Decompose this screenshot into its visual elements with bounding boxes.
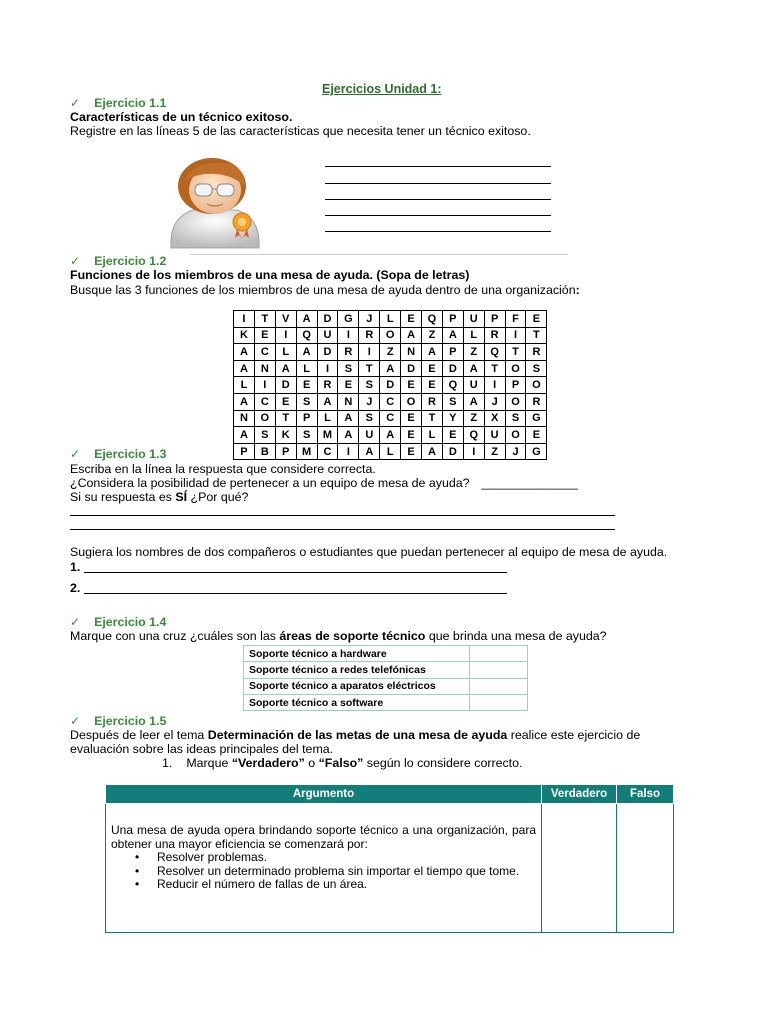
word-search-row — [234, 377, 547, 394]
word-search-cell[interactable]: B — [254, 443, 275, 460]
mark-falso: “Falso” — [318, 756, 364, 770]
word-search-cell[interactable]: M — [317, 427, 338, 444]
word-search-cell[interactable]: R — [526, 344, 547, 361]
word-search-cell[interactable]: R — [422, 393, 443, 410]
word-search-cell[interactable]: U — [463, 311, 484, 328]
word-search-cell[interactable]: L — [275, 344, 296, 361]
divider — [190, 254, 568, 255]
page-title: Ejercicios Unidad 1: — [322, 82, 442, 96]
word-search-cell[interactable]: J — [359, 393, 380, 410]
word-search-cell[interactable]: Z — [463, 344, 484, 361]
word-search-cell[interactable]: U — [359, 427, 380, 444]
word-search-row — [234, 311, 547, 328]
table-row — [106, 804, 674, 933]
word-search-cell[interactable]: I — [254, 377, 275, 394]
word-search-cell[interactable]: L — [380, 443, 401, 460]
support-option-label: Soporte técnico a software — [244, 694, 470, 710]
support-option-checkbox[interactable] — [470, 662, 528, 678]
list-item: • Resolver un determinado problema sin importar el tiempo que tome. — [157, 865, 536, 879]
instruction-colon: : — [575, 283, 580, 297]
word-search-cell[interactable]: D — [442, 360, 463, 377]
word-search-cell[interactable]: T — [484, 360, 505, 377]
word-search-cell[interactable]: N — [338, 393, 359, 410]
word-search-cell[interactable]: R — [484, 327, 505, 344]
word-search-cell[interactable]: Y — [442, 410, 463, 427]
word-search-cell[interactable]: A — [380, 360, 401, 377]
word-search-cell[interactable]: C — [254, 344, 275, 361]
column-header-verdadero: Verdadero — [542, 785, 617, 804]
name-2-line[interactable] — [84, 593, 507, 594]
word-search-cell[interactable]: E — [442, 427, 463, 444]
word-search-cell[interactable]: A — [380, 427, 401, 444]
word-search-cell[interactable]: R — [359, 327, 380, 344]
mark-post: según lo considere correcto. — [363, 756, 523, 770]
support-option-checkbox[interactable] — [470, 646, 528, 662]
mark-pre: Marque — [186, 756, 232, 770]
exercise-1-4-instruction — [70, 629, 607, 643]
word-search-cell[interactable]: I — [463, 443, 484, 460]
answer-line[interactable] — [325, 166, 551, 167]
word-search-cell[interactable]: I — [234, 311, 255, 328]
word-search-cell[interactable]: A — [234, 427, 255, 444]
word-search-cell[interactable]: S — [254, 427, 275, 444]
word-search-cell[interactable]: T — [275, 410, 296, 427]
word-search-row — [234, 410, 547, 427]
word-search-cell[interactable]: O — [526, 377, 547, 394]
word-search-cell[interactable]: J — [484, 393, 505, 410]
exercise-1-5-label: Ejercicio 1.5 — [94, 714, 167, 728]
word-search-cell[interactable]: E — [254, 327, 275, 344]
word-search-cell[interactable]: A — [401, 327, 422, 344]
answer-line[interactable] — [325, 199, 551, 200]
exercise-1-4-label: Ejercicio 1.4 — [94, 615, 167, 629]
word-search-cell[interactable]: M — [296, 443, 317, 460]
word-search-cell[interactable]: J — [505, 443, 526, 460]
table-row — [244, 694, 528, 710]
word-search-cell[interactable]: I — [275, 327, 296, 344]
word-search-cell[interactable]: L — [463, 327, 484, 344]
name-1-line[interactable] — [84, 572, 507, 573]
word-search-cell[interactable]: D — [401, 360, 422, 377]
exercise-1-2-subtitle: Funciones de los miembros de una mesa de ayuda. (Sopa de letras) — [70, 268, 470, 282]
word-search-cell[interactable]: K — [234, 327, 255, 344]
exercise-1-2-heading — [70, 254, 166, 268]
word-search-cell[interactable]: I — [505, 327, 526, 344]
word-search-cell[interactable]: A — [359, 443, 380, 460]
word-search-cell[interactable]: S — [505, 410, 526, 427]
word-search-cell[interactable]: T — [422, 410, 443, 427]
word-search-cell[interactable]: A — [338, 410, 359, 427]
word-search-cell[interactable]: A — [463, 393, 484, 410]
word-search-cell[interactable]: Q — [463, 427, 484, 444]
word-search-cell[interactable]: A — [275, 360, 296, 377]
word-search-cell[interactable]: A — [442, 327, 463, 344]
support-option-checkbox[interactable] — [470, 678, 528, 694]
instruction-bold: áreas de soporte técnico — [279, 629, 426, 643]
list-item: • Resolver problemas. — [157, 851, 536, 865]
support-option-checkbox[interactable] — [470, 694, 528, 710]
word-search-cell[interactable]: F — [505, 311, 526, 328]
word-search-row — [234, 344, 547, 361]
name-1-number: 1. — [70, 560, 81, 574]
word-search-cell[interactable]: P — [442, 311, 463, 328]
exercise-1-3-question — [70, 476, 578, 490]
word-search-cell[interactable]: E — [422, 360, 443, 377]
word-search-cell[interactable]: S — [338, 360, 359, 377]
support-option-label: Soporte técnico a hardware — [244, 646, 470, 662]
word-search-row — [234, 427, 547, 444]
answer-line[interactable] — [325, 231, 551, 232]
word-search-cell[interactable]: Q — [422, 311, 443, 328]
instruction-text: Busque las 3 funciones de los miembros de una mesa de ayuda dentro de una organización — [70, 283, 576, 297]
why-text: ¿Por qué? — [187, 490, 249, 504]
support-option-label: Soporte técnico a aparatos eléctricos — [244, 678, 470, 694]
exercise-1-3-heading — [70, 447, 166, 461]
word-search-cell[interactable]: O — [254, 410, 275, 427]
exercise-1-2-label: Ejercicio 1.2 — [94, 254, 167, 268]
intro-pre: Después de leer el tema — [70, 728, 208, 742]
column-header-argumento: Argumento — [106, 785, 542, 804]
word-search-cell[interactable]: S — [526, 360, 547, 377]
exercise-1-3-suggest: Sugiera los nombres de dos compañeros o estudiantes que puedan pertenecer al equipo de mesa de ayuda. — [70, 545, 668, 559]
question-text: ¿Considera la posibilidad de pertenecer a un equipo de mesa de ayuda? — [70, 476, 470, 490]
word-search-cell[interactable]: T — [359, 360, 380, 377]
word-search-row — [234, 327, 547, 344]
name-2-number: 2. — [70, 581, 81, 595]
checkmark-icon: ✓ — [70, 447, 81, 461]
word-search-cell[interactable]: L — [234, 377, 255, 394]
answer-line[interactable] — [325, 183, 551, 184]
word-search-cell[interactable]: L — [296, 360, 317, 377]
argument-statement: Una mesa de ayuda opera brindando soporte técnico a una organización, para obtener una mayor eficiencia se comenzará por: — [111, 823, 536, 851]
word-search-grid — [233, 310, 547, 460]
word-search-cell[interactable]: S — [359, 410, 380, 427]
exercise-1-3-line1: Escriba en la línea la respuesta que considere correcta. — [70, 462, 376, 476]
exercise-1-1-label: Ejercicio 1.1 — [94, 96, 167, 110]
word-search-cell[interactable]: S — [359, 377, 380, 394]
word-search-cell[interactable]: L — [422, 427, 443, 444]
word-search-cell[interactable]: U — [463, 377, 484, 394]
word-search-cell[interactable]: D — [317, 344, 338, 361]
exercise-1-5-intro-line2: evaluación sobre las ideas principales del tema. — [70, 742, 334, 756]
word-search-cell[interactable]: G — [526, 410, 547, 427]
answer-line[interactable] — [70, 515, 615, 516]
word-search-cell[interactable]: O — [505, 427, 526, 444]
column-header-falso: Falso — [617, 785, 674, 804]
word-search-cell[interactable]: P — [234, 443, 255, 460]
exercise-1-5-instruction — [162, 756, 522, 770]
word-search-cell[interactable]: I — [338, 327, 359, 344]
word-search-cell[interactable]: C — [317, 443, 338, 460]
word-search-cell[interactable]: L — [380, 311, 401, 328]
word-search-cell[interactable]: P — [505, 377, 526, 394]
word-search-cell[interactable]: E — [422, 377, 443, 394]
word-search-cell[interactable]: Q — [484, 344, 505, 361]
word-search-cell[interactable]: A — [296, 344, 317, 361]
checkmark-icon: ✓ — [70, 615, 81, 629]
list-number: 1. — [162, 756, 173, 770]
word-search-cell[interactable]: A — [422, 344, 443, 361]
word-search-cell[interactable]: L — [317, 410, 338, 427]
falso-answer-cell[interactable] — [617, 804, 674, 933]
word-search-cell[interactable]: Z — [463, 410, 484, 427]
list-item: • Reducir el número de fallas de un área. — [157, 878, 536, 892]
word-search-cell[interactable]: D — [442, 443, 463, 460]
word-search-cell[interactable]: C — [254, 393, 275, 410]
word-search-cell[interactable]: A — [317, 393, 338, 410]
argument-cell — [106, 804, 542, 933]
word-search-cell[interactable]: A — [463, 360, 484, 377]
word-search-cell[interactable]: U — [484, 427, 505, 444]
exercise-1-5-heading — [70, 714, 166, 728]
word-search-cell[interactable]: R — [338, 344, 359, 361]
word-search-cell[interactable]: E — [275, 393, 296, 410]
argument-bullets — [111, 851, 536, 892]
word-search-cell[interactable]: Z — [422, 327, 443, 344]
word-search-cell[interactable]: T — [254, 311, 275, 328]
word-search-cell[interactable]: S — [296, 393, 317, 410]
word-search-cell[interactable]: A — [422, 443, 443, 460]
word-search-cell[interactable]: E — [338, 377, 359, 394]
word-search-row — [234, 360, 547, 377]
word-search-cell[interactable]: P — [275, 443, 296, 460]
support-option-label: Soporte técnico a redes telefónicas — [244, 662, 470, 678]
word-search-cell[interactable]: Q — [442, 377, 463, 394]
word-search-cell[interactable]: U — [317, 327, 338, 344]
instruction-pre: Marque con una cruz ¿cuáles son las — [70, 629, 280, 643]
if-yes-text: Si su respuesta es — [70, 490, 176, 504]
word-search-cell[interactable]: N — [234, 410, 255, 427]
word-search-cell[interactable]: O — [380, 327, 401, 344]
word-search-cell[interactable]: A — [234, 393, 255, 410]
word-search-cell[interactable]: Z — [484, 443, 505, 460]
word-search-cell[interactable]: G — [526, 443, 547, 460]
answer-line[interactable] — [70, 529, 615, 530]
word-search-cell[interactable]: A — [234, 360, 255, 377]
word-search-cell[interactable]: Q — [296, 327, 317, 344]
exercise-1-3-label: Ejercicio 1.3 — [94, 447, 167, 461]
word-search-cell[interactable]: K — [275, 427, 296, 444]
true-false-table — [105, 784, 674, 933]
answer-line[interactable] — [325, 215, 551, 216]
word-search-cell[interactable]: E — [401, 427, 422, 444]
word-search-cell[interactable]: E — [401, 443, 422, 460]
word-search-cell[interactable]: R — [317, 377, 338, 394]
word-search-cell[interactable]: D — [317, 311, 338, 328]
word-search-cell[interactable]: R — [526, 393, 547, 410]
answer-blank[interactable]: ______________ — [481, 476, 579, 490]
word-search-cell[interactable]: P — [442, 344, 463, 361]
verdadero-answer-cell[interactable] — [542, 804, 617, 933]
word-search-cell[interactable]: J — [359, 311, 380, 328]
word-search-cell[interactable]: P — [296, 410, 317, 427]
exercise-1-5-intro — [70, 728, 640, 742]
word-search-cell[interactable]: P — [484, 311, 505, 328]
exercise-1-1-subtitle: Características de un técnico exitoso. — [70, 110, 293, 124]
word-search-cell[interactable]: S — [442, 393, 463, 410]
table-row — [244, 646, 528, 662]
word-search-cell[interactable]: S — [296, 427, 317, 444]
word-search-cell[interactable]: O — [505, 393, 526, 410]
exercise-1-3-if-yes — [70, 490, 248, 504]
word-search-cell[interactable]: D — [275, 377, 296, 394]
intro-post: realice este ejercicio de — [507, 728, 641, 742]
exercise-1-2-instruction — [70, 283, 580, 297]
word-search-cell[interactable]: I — [359, 344, 380, 361]
word-search-cell[interactable]: X — [484, 410, 505, 427]
word-search-row — [234, 443, 547, 460]
checkmark-icon: ✓ — [70, 714, 81, 728]
word-search-cell[interactable]: N — [254, 360, 275, 377]
word-search-cell[interactable]: O — [401, 393, 422, 410]
word-search-cell[interactable]: G — [338, 311, 359, 328]
word-search-cell[interactable]: A — [296, 311, 317, 328]
word-search-cell[interactable]: E — [401, 311, 422, 328]
word-search-cell[interactable]: A — [234, 344, 255, 361]
checkmark-icon: ✓ — [70, 254, 81, 268]
word-search-cell[interactable]: T — [505, 344, 526, 361]
word-search-cell[interactable]: I — [317, 360, 338, 377]
table-row — [244, 678, 528, 694]
word-search-cell[interactable]: E — [296, 377, 317, 394]
word-search-row — [234, 393, 547, 410]
if-yes-bold: SÍ — [175, 490, 188, 504]
mark-verdadero: “Verdadero” — [231, 756, 305, 770]
intro-bold: Determinación de las metas de una mesa de ayuda — [207, 728, 508, 742]
exercise-1-1-instruction: Registre en las líneas 5 de las características que necesita tener un técnico exitoso. — [70, 124, 531, 138]
exercise-1-1-heading — [70, 96, 166, 110]
table-row — [244, 662, 528, 678]
word-search-cell[interactable]: I — [484, 377, 505, 394]
word-search-cell[interactable]: C — [380, 393, 401, 410]
word-search-cell[interactable]: N — [401, 344, 422, 361]
word-search-cell[interactable]: I — [338, 443, 359, 460]
exercise-1-4-heading — [70, 615, 166, 629]
word-search-cell[interactable]: D — [380, 377, 401, 394]
word-search-cell[interactable]: C — [380, 410, 401, 427]
word-search-cell[interactable]: T — [526, 327, 547, 344]
word-search-cell[interactable]: E — [401, 377, 422, 394]
support-areas-table — [243, 645, 528, 711]
word-search-cell[interactable]: O — [505, 360, 526, 377]
word-search-cell[interactable]: E — [526, 311, 547, 328]
table-header-row — [106, 785, 674, 804]
checkmark-icon: ✓ — [70, 96, 81, 110]
word-search-cell[interactable]: A — [338, 427, 359, 444]
word-search-cell[interactable]: E — [526, 427, 547, 444]
instruction-post: que brinda una mesa de ayuda? — [425, 629, 607, 643]
word-search-cell[interactable]: E — [401, 410, 422, 427]
technician-avatar-image — [165, 156, 265, 250]
word-search-cell[interactable]: V — [275, 311, 296, 328]
mark-o: o — [304, 756, 319, 770]
word-search-cell[interactable]: Z — [380, 344, 401, 361]
